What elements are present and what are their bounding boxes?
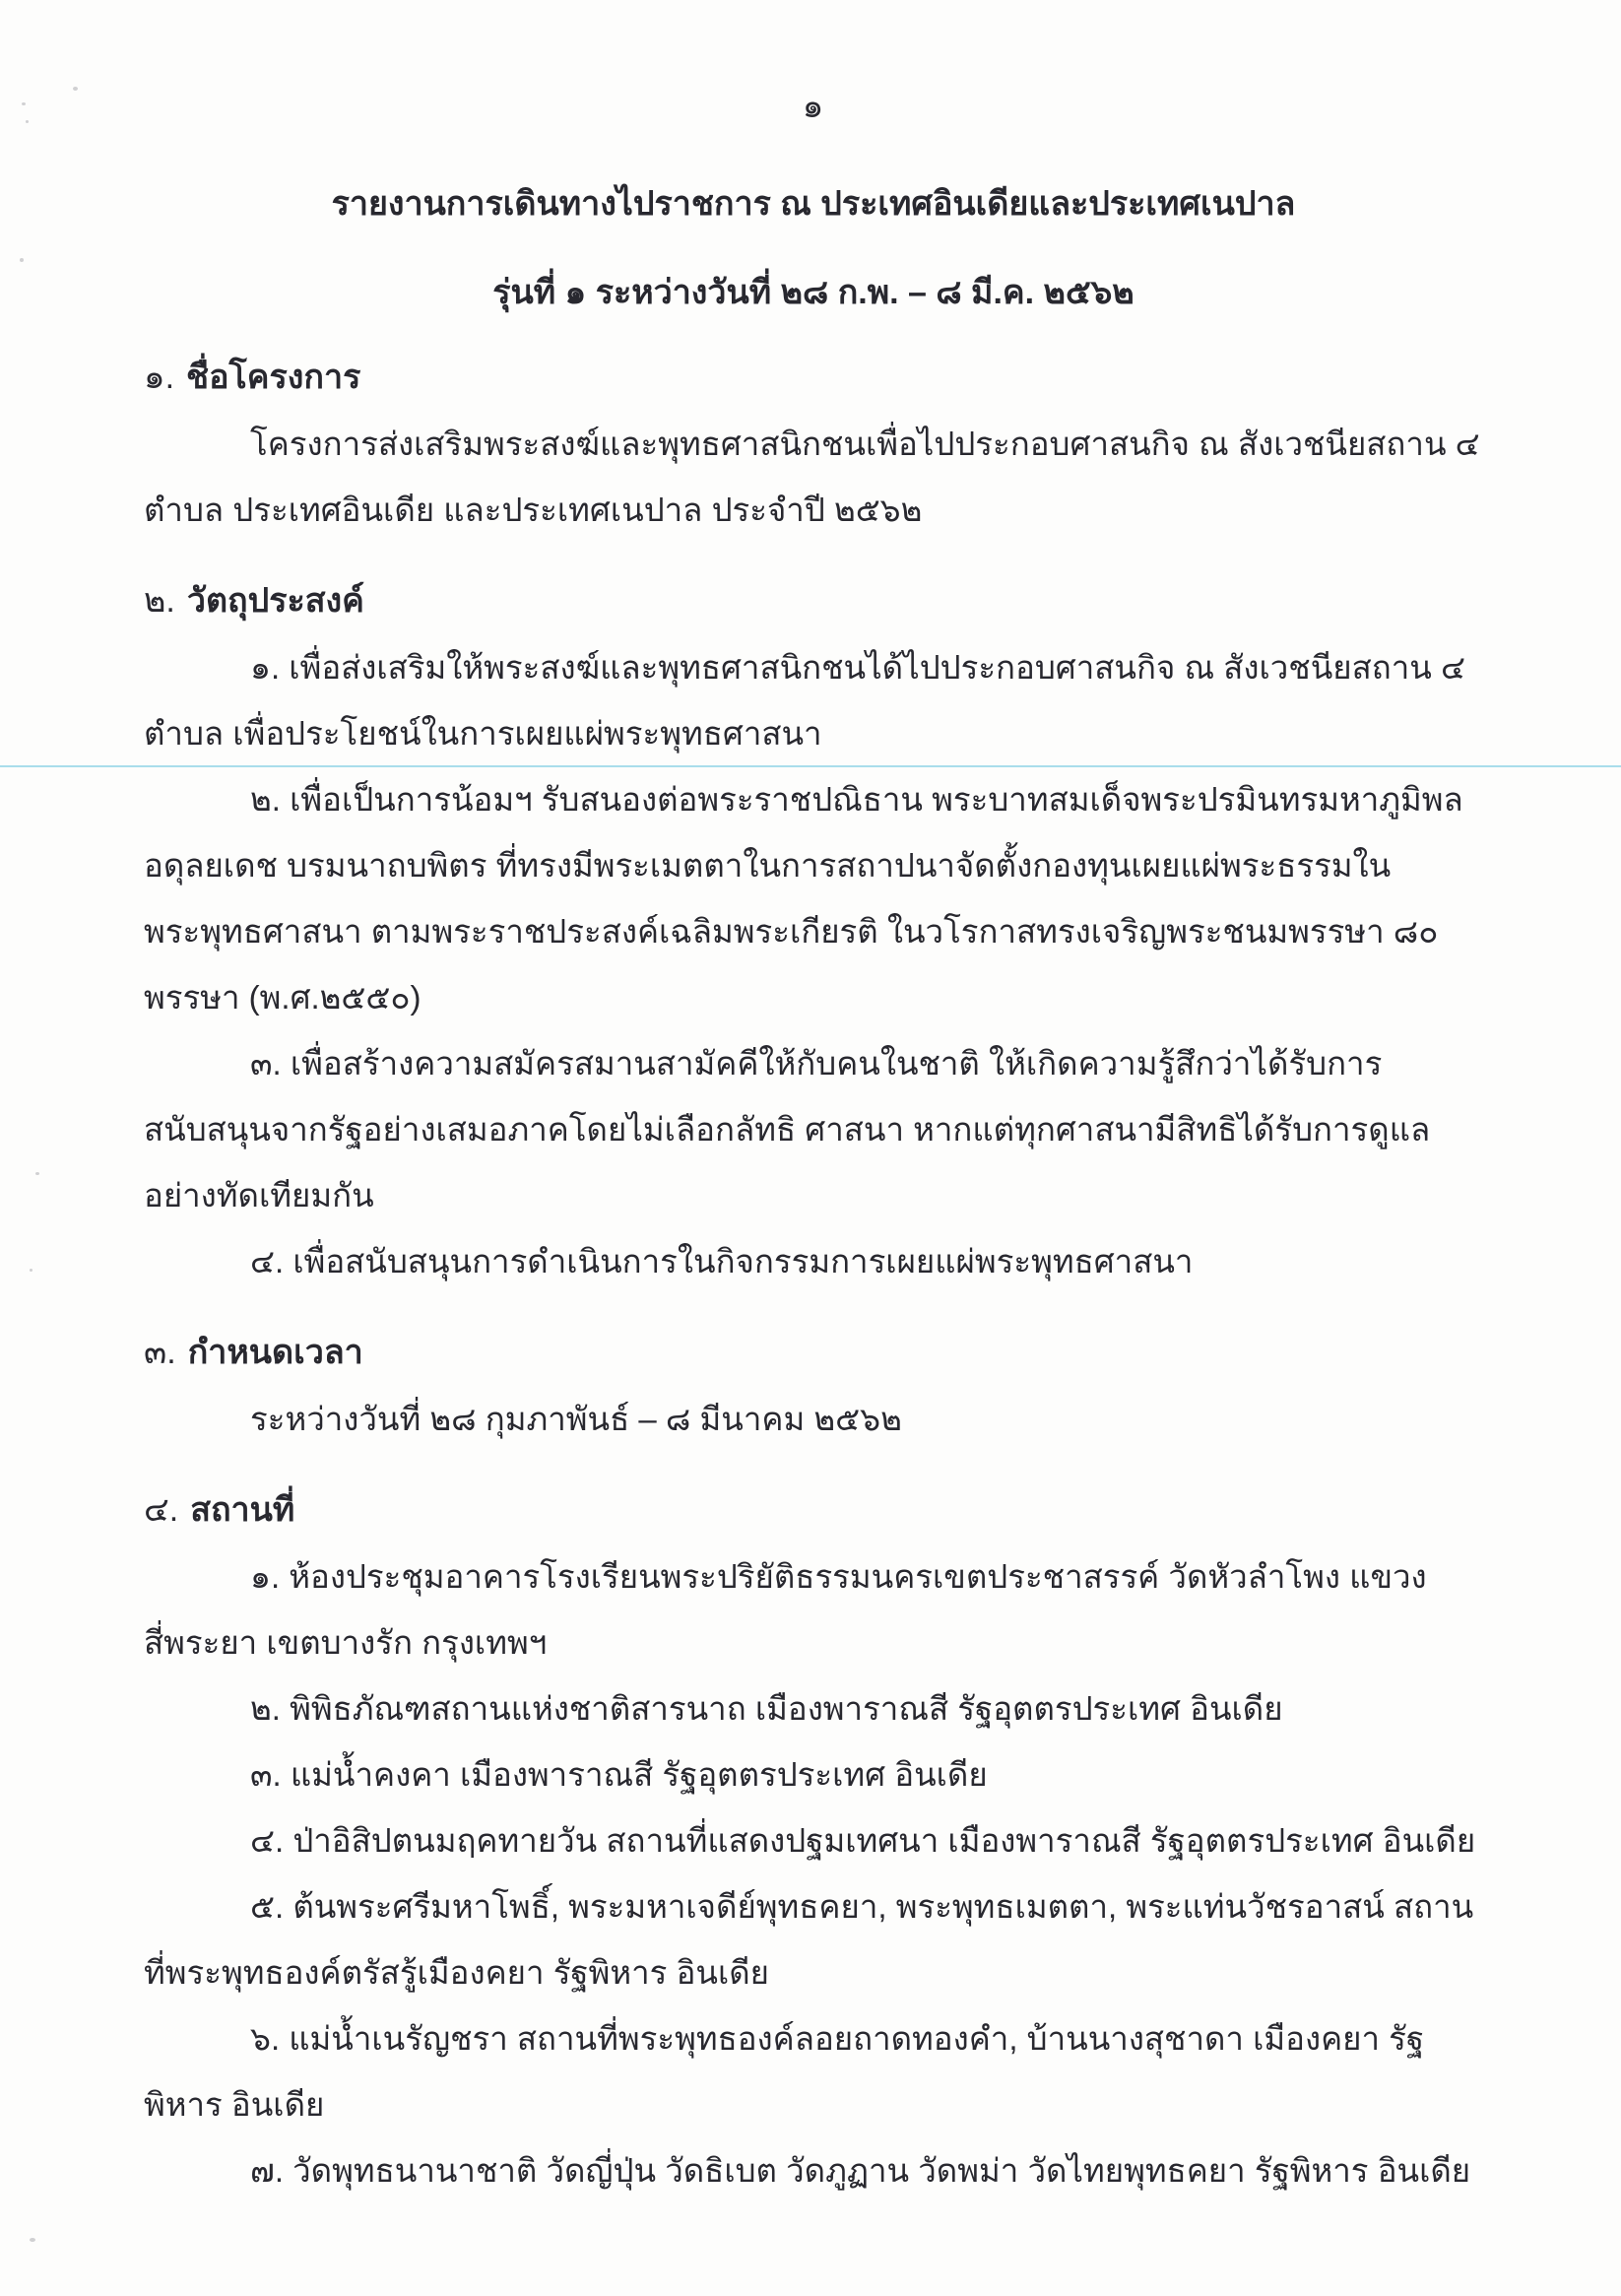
objective-item: ๓. เพื่อสร้างความสมัครสมานสามัคคีให้กับคนในชาติ ให้เกิดความรู้สึกว่าได้รับการสนับสนุนจากรัฐอย่างเสมอภาคโดยไม่เลือกลัทธิ ศาสนา หากแต่ทุกศาสนามีสิทธิได้รับการดูแลอย่างทัดเทียมกัน: [144, 1045, 1431, 1214]
section-locations: [144, 1477, 1483, 2203]
paragraph: โครงการส่งเสริมพระสงฆ์และพุทธศาสนิกชนเพื่อไปประกอบศาสนกิจ ณ สังเวชนียสถาน ๔ ตำบล ประเทศอินเดีย และประเทศเนปาล ประจำปี ๒๕๖๒: [144, 426, 1480, 528]
section-number: ๔.: [144, 1491, 179, 1529]
section-number: ๓.: [144, 1334, 176, 1371]
location-item: ๗. วัดพุทธนานาชาติ วัดญี่ปุ่น วัดธิเบต วัดภูฏาน วัดพม่า วัดไทยพุทธคยา รัฐพิหาร อินเดีย: [250, 2152, 1471, 2189]
section-heading: [144, 1320, 1483, 1386]
objective-item: ๔. เพื่อสนับสนุนการดำเนินการในกิจกรรมการเผยแผ่พระพุทธศาสนา: [250, 1243, 1194, 1279]
section-number: ๑.: [144, 359, 175, 396]
section-title: กำหนดเวลา: [187, 1334, 363, 1371]
document-title: รายงานการเดินทางไปราชการ ณ ประเทศอินเดียและประเทศเนปาล: [331, 185, 1296, 223]
section-number: ๒.: [144, 582, 175, 620]
location-item: ๖. แม่น้ำเนรัญชรา สถานที่พระพุทธองค์ลอยถาดทองคำ, บ้านนางสุชาดา เมืองคยา รัฐพิหาร อินเดีย: [144, 2020, 1425, 2123]
section-schedule: [144, 1320, 1483, 1452]
page-number: ๑: [802, 88, 825, 125]
section-objectives: [144, 568, 1483, 1294]
location-item: ๔. ป่าอิสิปตนมฤคทายวัน สถานที่แสดงปฐมเทศนา เมืองพาราณสี รัฐอุตตรประเทศ อินเดีย: [250, 1822, 1476, 1859]
section-heading: [144, 1477, 1483, 1543]
location-item: ๓. แม่น้ำคงคา เมืองพาราณสี รัฐอุตตรประเทศ อินเดีย: [250, 1756, 988, 1793]
section-title: ชื่อโครงการ: [186, 359, 361, 396]
objective-item: ๒. เพื่อเป็นการน้อมฯ รับสนองต่อพระราชปณิธาน พระบาทสมเด็จพระปรมินทรมหาภูมิพลอดุลยเดช บรมนาถบพิตร ที่ทรงมีพระเมตตาในการสถาปนาจัดตั้งกองทุนเผยแผ่พระธรรมในพระพุทธศาสนา ตามพระราชประสงค์เฉลิมพระเกียรติ ในวโรกาสทรงเจริญพระชนมพรรษา ๘๐ พรรษา (พ.ศ.๒๕๕๐): [144, 781, 1463, 1016]
section-heading: [144, 345, 1483, 411]
document-subtitle: รุ่นที่ ๑ ระหว่างวันที่ ๒๘ ก.พ. – ๘ มี.ค. ๒๕๖๒: [492, 274, 1135, 311]
section-title: สถานที่: [190, 1491, 295, 1529]
location-item: ๕. ต้นพระศรีมหาโพธิ์, พระมหาเจดีย์พุทธคยา, พระพุทธเมตตา, พระแท่นวัชรอาสน์ สถานที่พระพุทธองค์ตรัสรู้เมืองคยา รัฐพิหาร อินเดีย: [144, 1888, 1474, 1991]
objective-item: ๑. เพื่อส่งเสริมให้พระสงฆ์และพุทธศาสนิกชนได้ไปประกอบศาสนกิจ ณ สังเวชนียสถาน ๔ ตำบล เพื่อประโยชน์ในการเผยแผ่พระพุทธศาสนา: [144, 649, 1465, 752]
schedule-dates: ระหว่างวันที่ ๒๘ กุมภาพันธ์ – ๘ มีนาคม ๒๕๖๒: [250, 1401, 902, 1437]
location-item: ๒. พิพิธภัณฑสถานแห่งชาติสารนาถ เมืองพาราณสี รัฐอุตตรประเทศ อินเดีย: [250, 1690, 1283, 1727]
location-item: ๑. ห้องประชุมอาคารโรงเรียนพระปริยัติธรรมนครเขตประชาสรรค์ วัดหัวลำโพง แขวงสี่พระยา เขตบางรัก กรุงเทพฯ: [144, 1558, 1427, 1661]
section-title: วัตถุประสงค์: [186, 582, 364, 620]
section-heading: [144, 568, 1483, 634]
scan-speck: [30, 2238, 35, 2242]
section-project-name: [144, 345, 1483, 543]
